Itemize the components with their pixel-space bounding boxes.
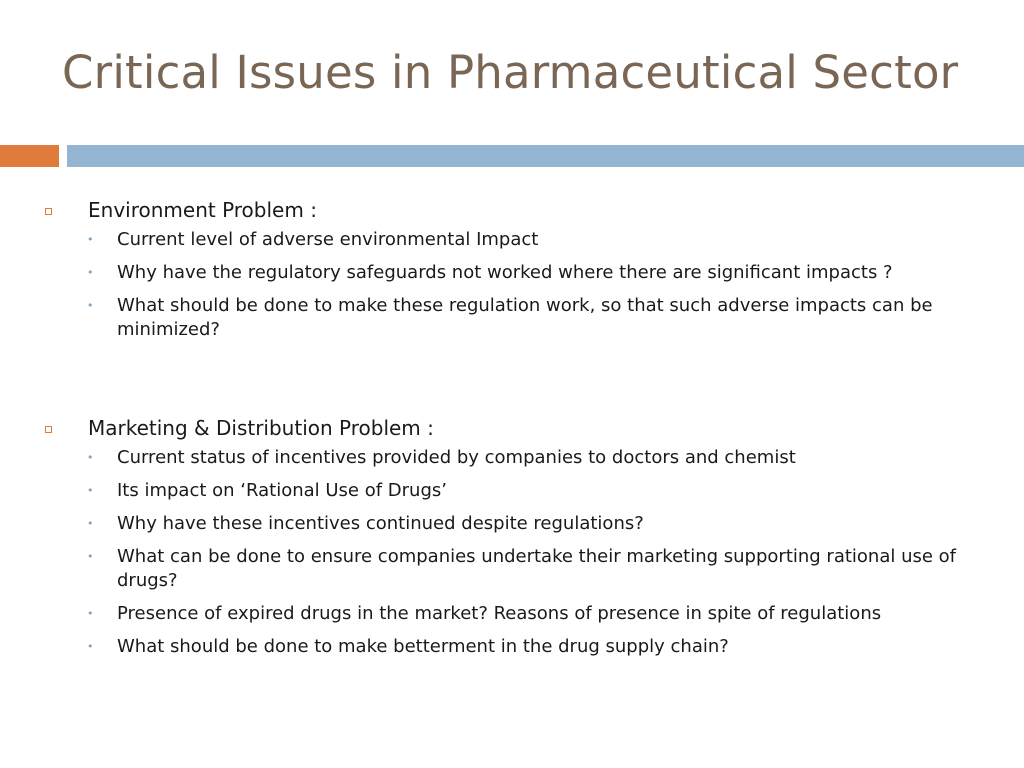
bullet-dot-icon: • bbox=[87, 550, 94, 563]
bullet-dot-icon: • bbox=[87, 266, 94, 279]
section-heading: Environment Problem : bbox=[88, 198, 317, 222]
bullet-dot-icon: • bbox=[87, 299, 94, 312]
list-item-text: Why have the regulatory safeguards not worked where there are significant impacts ? bbox=[117, 262, 893, 283]
section-environment bbox=[0, 198, 1024, 351]
square-bullet-icon bbox=[45, 208, 52, 215]
list-item-text: Presence of expired drugs in the market? Reasons of presence in spite of regulations bbox=[117, 603, 882, 624]
bullet-dot-icon: • bbox=[87, 484, 94, 497]
list-item bbox=[0, 261, 1024, 285]
list-item-text: Its impact on ‘Rational Use of Drugs’ bbox=[117, 480, 447, 501]
bullet-dot-icon: • bbox=[87, 517, 94, 530]
bullet-dot-icon: • bbox=[87, 640, 94, 653]
list-item bbox=[0, 446, 1024, 470]
list-item-text: Why have these incentives continued despite regulations? bbox=[117, 513, 644, 534]
list-item bbox=[0, 545, 1024, 593]
bullet-list bbox=[0, 228, 1024, 342]
title-divider-bar bbox=[67, 145, 1024, 167]
bullet-dot-icon: • bbox=[87, 607, 94, 620]
list-item bbox=[0, 512, 1024, 536]
bullet-list bbox=[0, 446, 1024, 659]
list-item bbox=[0, 228, 1024, 252]
list-item-text: What should be done to make these regulation work, so that such adverse impacts can be minimized? bbox=[117, 295, 933, 340]
list-item bbox=[0, 635, 1024, 659]
list-item-text: What should be done to make betterment in the drug supply chain? bbox=[117, 636, 729, 657]
list-item-text: What can be done to ensure companies undertake their marketing supporting rational use of drugs? bbox=[117, 546, 957, 591]
bullet-dot-icon: • bbox=[87, 451, 94, 464]
slide-title: Critical Issues in Pharmaceutical Sector bbox=[62, 46, 959, 99]
section-heading-row bbox=[0, 416, 1024, 446]
list-item bbox=[0, 602, 1024, 626]
bullet-dot-icon: • bbox=[87, 233, 94, 246]
square-bullet-icon bbox=[45, 426, 52, 433]
list-item bbox=[0, 294, 1024, 342]
list-item-text: Current status of incentives provided by companies to doctors and chemist bbox=[117, 447, 796, 468]
section-heading-row bbox=[0, 198, 1024, 228]
list-item bbox=[0, 479, 1024, 503]
section-marketing-distribution bbox=[0, 416, 1024, 668]
title-accent-bar bbox=[0, 145, 59, 167]
list-item-text: Current level of adverse environmental Impact bbox=[117, 229, 539, 250]
section-heading: Marketing & Distribution Problem : bbox=[88, 416, 434, 440]
